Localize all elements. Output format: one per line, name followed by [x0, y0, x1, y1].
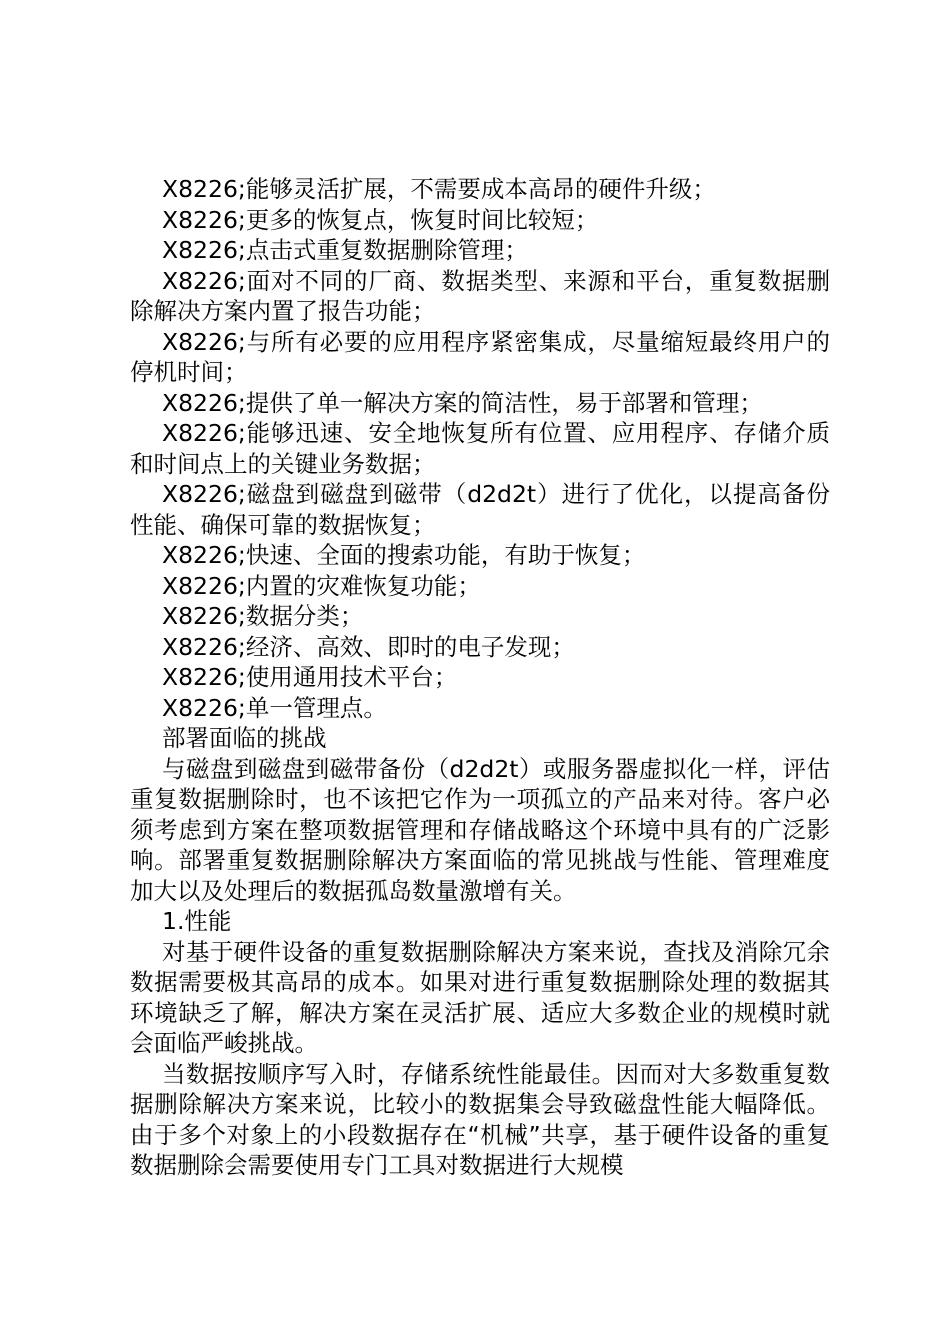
bullet-paragraph: X8226;提供了单一解决方案的简洁性，易于部署和管理； [162, 388, 763, 417]
bullet-paragraph: X8226;更多的恢复点，恢复时间比较短； [162, 205, 599, 234]
body-paragraph: 与磁盘到磁盘到磁带备份（d2d2t）或服务器虚拟化一样，评估重复数据删除时，也不该把它作为一项孤立的产品来对待。客户必须考虑到方案在整项数据管理和存储战略这个环境中具有的广泛影响。部署重复数据删除解决方案面临的常见挑战与性能、管理难度加大以及处理后的数据孤岛数量激增有关。 [130, 754, 830, 905]
bullet-paragraph: X8226;磁盘到磁盘到磁带（d2d2t）进行了优化，以提高备份性能、确保可靠的数据恢复； [130, 480, 830, 539]
subsection-heading: 1.性能 [162, 907, 232, 935]
bullet-paragraph: X8226;与所有必要的应用程序紧密集成，尽量缩短最终用户的停机时间； [130, 327, 830, 386]
document-page [130, 174, 830, 1181]
bullet-paragraph: X8226;面对不同的厂商、数据类型、来源和平台，重复数据删除解决方案内置了报告功能； [130, 266, 830, 325]
section-heading: 部署面临的挑战 [162, 724, 327, 752]
bullet-paragraph: X8226;数据分类； [162, 602, 364, 630]
body-paragraph: 对基于硬件设备的重复数据删除解决方案来说，查找及消除冗余数据需要极其高昂的成本。如果对进行重复数据删除处理的数据其环境缺乏了解，解决方案在灵活扩展、适应大多数企业的规模时就会面临严峻挑战。 [130, 937, 830, 1057]
bullet-paragraph: X8226;能够迅速、安全地恢复所有位置、应用程序、存储介质和时间点上的关键业务数据； [130, 419, 830, 478]
bullet-paragraph: X8226;单一管理点。 [162, 693, 387, 722]
bullet-paragraph: X8226;点击式重复数据删除管理； [162, 236, 528, 264]
bullet-paragraph: X8226;内置的灾难恢复功能； [162, 571, 481, 600]
bullet-paragraph: X8226;经济、高效、即时的电子发现； [162, 632, 575, 661]
bullet-paragraph: X8226;使用通用技术平台； [162, 663, 458, 691]
body-paragraph: 当数据按顺序写入时，存储系统性能最佳。因而对大多数重复数据删除解决方案来说，比较小的数据集会导致磁盘性能大幅降低。由于多个对象上的小段数据存在“机械”共享，基于硬件设备的重复数据删除会需要使用专门工具对数据进行大规模 [130, 1059, 830, 1179]
bullet-paragraph: X8226;能够灵活扩展，不需要成本高昂的硬件升级； [162, 175, 716, 203]
bullet-paragraph: X8226;快速、全面的搜索功能，有助于恢复； [162, 541, 646, 569]
